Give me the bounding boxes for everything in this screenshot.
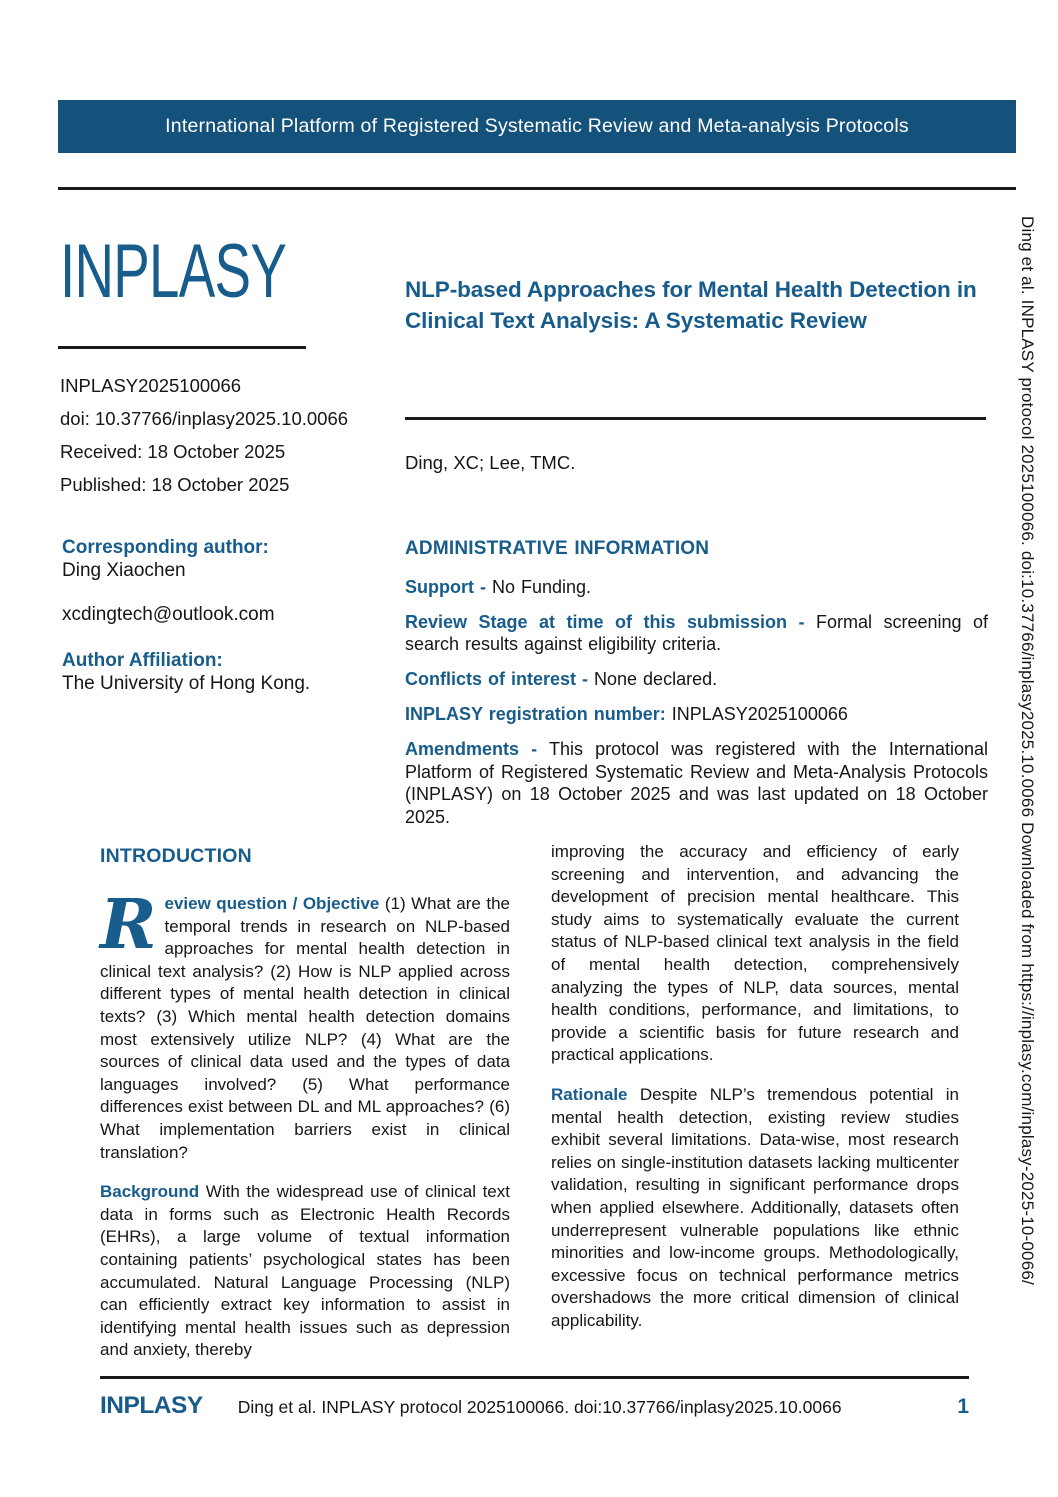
review-stage-label: Review Stage at time of this submission - (405, 611, 805, 632)
footer-page-number: 1 (957, 1395, 969, 1418)
logo-divider (58, 346, 306, 349)
background-label: Background (100, 1182, 200, 1202)
corresponding-author-block (62, 536, 397, 695)
administrative-information-heading: ADMINISTRATIVE INFORMATION (405, 538, 710, 559)
introduction-column-right (551, 841, 959, 1349)
platform-banner-text: International Platform of Registered Systematic Review and Meta-analysis Protocols (165, 115, 909, 137)
dropcap-r: R (100, 885, 157, 965)
rationale-text: Despite NLP’s tremendous potential in mental health detection, existing review studies exhibit several limitations. Data-wise, most research relies on single-institution datasets lacking multicenter validation, resulting in significant performance drops when applied elsewhere. Additionally, datasets often underrepresent vulnerable populations like ethnic minorities and low-income groups. Methodologically, excessive focus on technical performance metrics overshadows the more critical dimension of clinical applicability. (551, 1084, 959, 1330)
review-question-paragraph (100, 885, 510, 1164)
sidebar-citation: Ding et al. INPLASY protocol 2025100066. doi:10.37766/inplasy2025.10.0066 Downloaded from https://inplasy.com/inplasy-2025-10-0066/ (1018, 216, 1037, 1285)
review-question-label: eview question / Objective (164, 894, 380, 913)
introduction-column-left (100, 885, 510, 1379)
author-affiliation-label: Author Affiliation: (62, 650, 223, 671)
support-label: Support - (405, 576, 486, 597)
authors-line: Ding, XC; Lee, TMC. (405, 452, 576, 473)
article-title: NLP-based Approaches for Mental Health Detection in Clinical Text Analysis: A Systematic Review (405, 277, 977, 333)
review-question-text: (1) What are the temporal trends in research on NLP-based approaches for mental health detection in clinical text analysis? (2) How is NLP applied across different types of mental health detection in clinical texts? (3) Which mental health detection domains most extensively utilize NLP? (4) What are the sources of clinical data used and the types of data languages involved? (5) What performance differences exist between DL and ML approaches? (6) What implementation barriers exist in clinical translation? (100, 894, 510, 1162)
footer-divider (100, 1376, 969, 1379)
registration-id: INPLASY2025100066 (60, 375, 242, 396)
registration-number-item (405, 703, 988, 726)
amendments-text: This protocol was registered with the International Platform of Registered Systematic Review and Meta-Analysis Protocols (INPLASY) on 18 October 2025 and was last updated on 18 October 2025. (405, 739, 988, 827)
conflicts-label: Conflicts of interest - (405, 669, 589, 689)
rationale-label: Rationale (551, 1084, 628, 1104)
title-divider (405, 417, 986, 420)
support-item (405, 576, 988, 599)
corresponding-author-label: Corresponding author: (62, 537, 269, 558)
registration-number-label: INPLASY registration number: (405, 704, 666, 724)
amendments-item (405, 738, 988, 828)
doi-line: doi: 10.37766/inplasy2025.10.0066 (60, 408, 349, 429)
top-divider (58, 187, 1016, 190)
review-stage-item (405, 611, 988, 656)
support-text: No Funding. (485, 576, 592, 597)
registration-number-text: INPLASY2025100066 (665, 704, 848, 724)
background-paragraph (100, 1181, 510, 1362)
author-affiliation: The University of Hong Kong. (62, 673, 311, 694)
footer (100, 1392, 969, 1420)
received-date: Received: 18 October 2025 (60, 441, 286, 462)
protocol-meta (60, 374, 405, 506)
rationale-paragraph (551, 1084, 959, 1333)
conflicts-item (405, 668, 988, 691)
published-date: Published: 18 October 2025 (60, 474, 290, 495)
conflicts-text: None declared. (588, 669, 718, 689)
review-stage-text: Formal screening of search results against eligibility criteria. (405, 611, 988, 654)
inplasy-logo (60, 229, 374, 314)
administrative-information (405, 538, 988, 841)
footer-brand: INPLASY (100, 1392, 203, 1419)
platform-banner (58, 100, 1016, 153)
introduction-heading: INTRODUCTION (100, 845, 252, 867)
background-text-left: With the widespread use of clinical text data in forms such as Electronic Health Records (EHRs), a large volume of textual information containing patients’ psychological states has been accumulated. Natural Language Processing (NLP) can efficiently extract key information to assist in identifying mental health issues such as depression and anxiety, thereby (100, 1182, 510, 1360)
inplasy-logo-text: INPLASY (60, 229, 287, 314)
footer-citation: Ding et al. INPLASY protocol 2025100066. doi:10.37766/inplasy2025.10.0066 (237, 1397, 842, 1417)
background-continued-paragraph: improving the accuracy and efficiency of early screening and intervention, and advancing the development of precision mental healthcare. This study aims to systematically evaluate the current status of NLP-based clinical text analysis in the field of mental health detection, comprehensively analyzing the types of NLP, data sources, mental health conditions, performance, and limitations, to provide a scientific basis for future research and practical applications. (551, 842, 959, 1065)
corresponding-author-email: xcdingtech@outlook.com (62, 604, 275, 625)
amendments-label: Amendments - (405, 739, 538, 759)
corresponding-author-name: Ding Xiaochen (62, 560, 186, 581)
